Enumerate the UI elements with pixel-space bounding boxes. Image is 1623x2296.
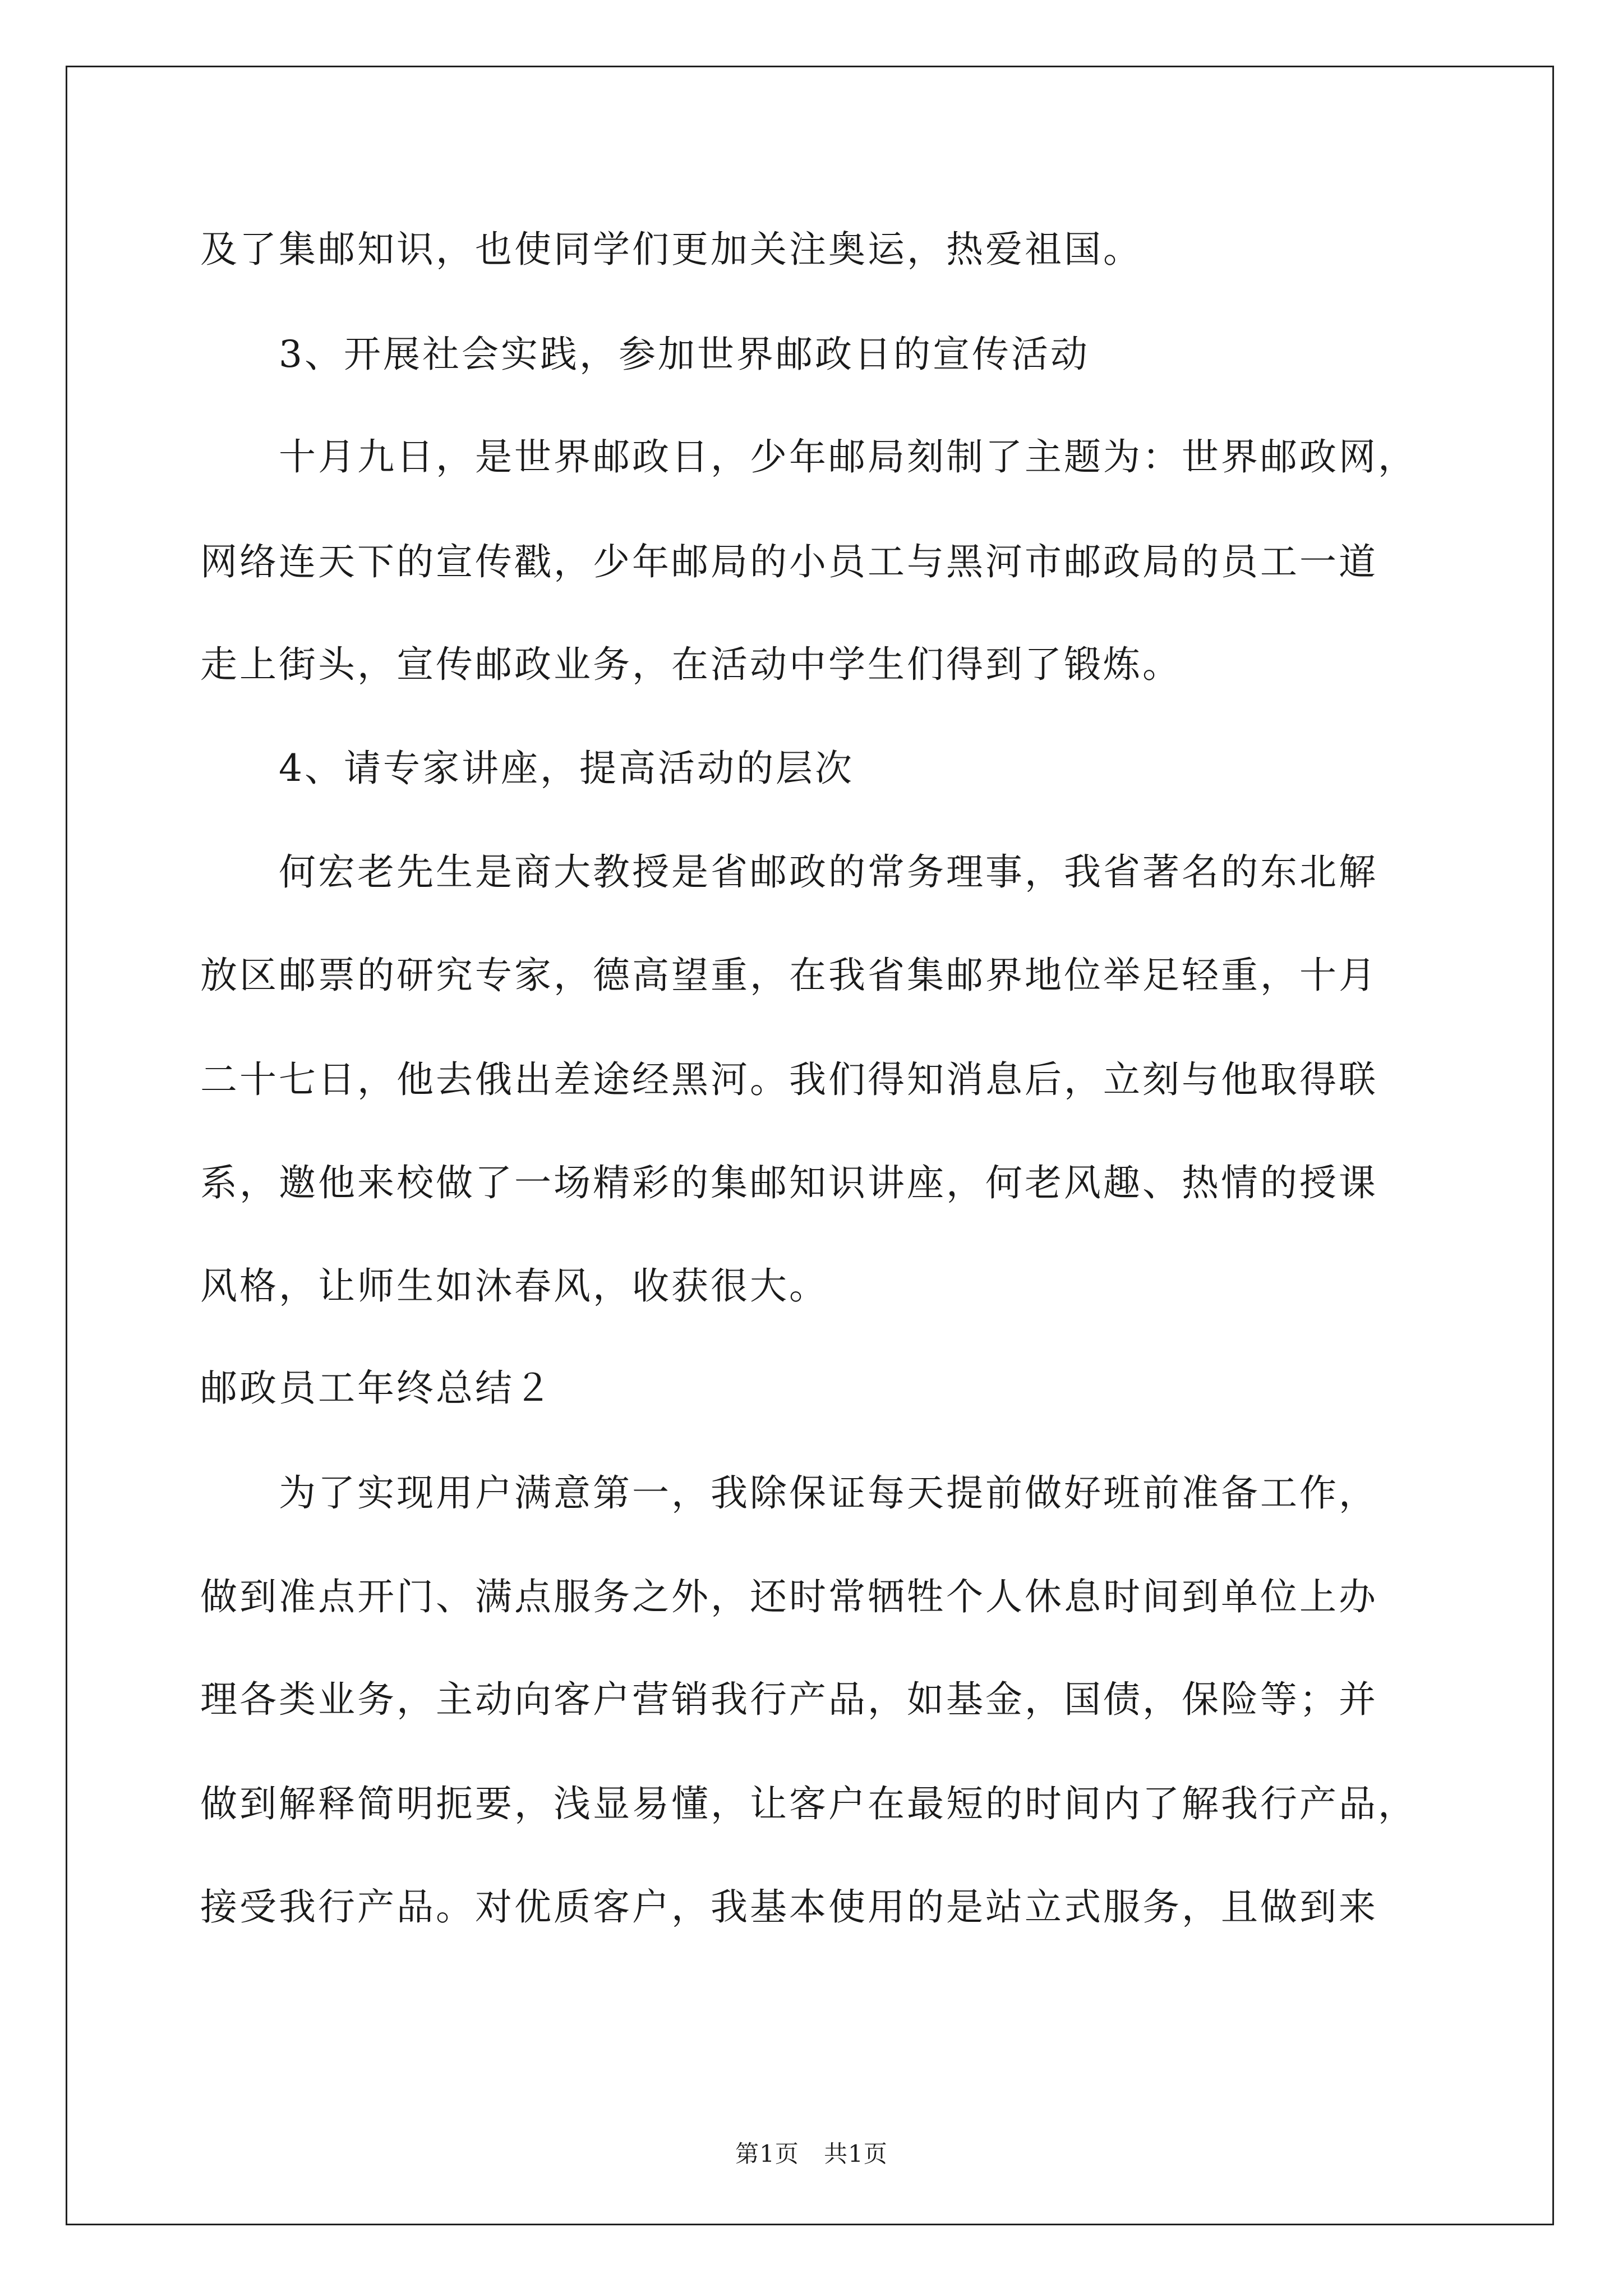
paragraph-line: 二十七日，他去俄出差途经黑河。我们得知消息后，立刻与他取得联 (200, 1058, 1378, 1101)
paragraph-line: 走上街头，宣传邮政业务，在活动中学生们得到了锻炼。 (200, 643, 1182, 686)
paragraph-line: 为了实现用户满意第一，我除保证每天提前做好班前准备工作， (279, 1471, 1378, 1515)
section-heading-3: 3、开展社会实践，参加世界邮政日的宣传活动 (279, 333, 1090, 376)
document-title: 邮政员工年终总结２ (200, 1366, 554, 1410)
paragraph-line: 网络连天下的宣传戳，少年邮局的小员工与黑河市邮政局的员工一道 (200, 540, 1378, 583)
paragraph-line: 系，邀他来校做了一场精彩的集邮知识讲座，何老风趣、热情的授课 (200, 1161, 1378, 1204)
paragraph-line: 做到解释简明扼要，浅显易懂，让客户在最短的时间内了解我行产品， (200, 1782, 1417, 1825)
paragraph-line: 十月九日，是世界邮政日，少年邮局刻制了主题为：世界邮政网， (279, 435, 1417, 478)
section-heading-4: 4、请专家讲座，提高活动的层次 (279, 747, 854, 790)
page-number-footer: 第1页 共1页 (735, 2140, 888, 2168)
paragraph-line: 做到准点开门、满点服务之外，还时常牺牲个人休息时间到单位上办 (200, 1575, 1378, 1618)
paragraph-line: 接受我行产品。对优质客户，我基本使用的是站立式服务，且做到来 (200, 1885, 1378, 1929)
paragraph-line: 何宏老先生是商大教授是省邮政的常务理事，我省著名的东北解 (279, 850, 1378, 894)
paragraph-line: 风格，让师生如沐春风，收获很大。 (200, 1264, 828, 1308)
paragraph-line: 放区邮票的研究专家，德高望重，在我省集邮界地位举足轻重，十月 (200, 954, 1378, 997)
paragraph-continuation: 及了集邮知识，也使同学们更加关注奥运，热爱祖国。 (200, 228, 1142, 271)
paragraph-line: 理各类业务，主动向客户营销我行产品，如基金，国债，保险等；并 (200, 1678, 1378, 1721)
